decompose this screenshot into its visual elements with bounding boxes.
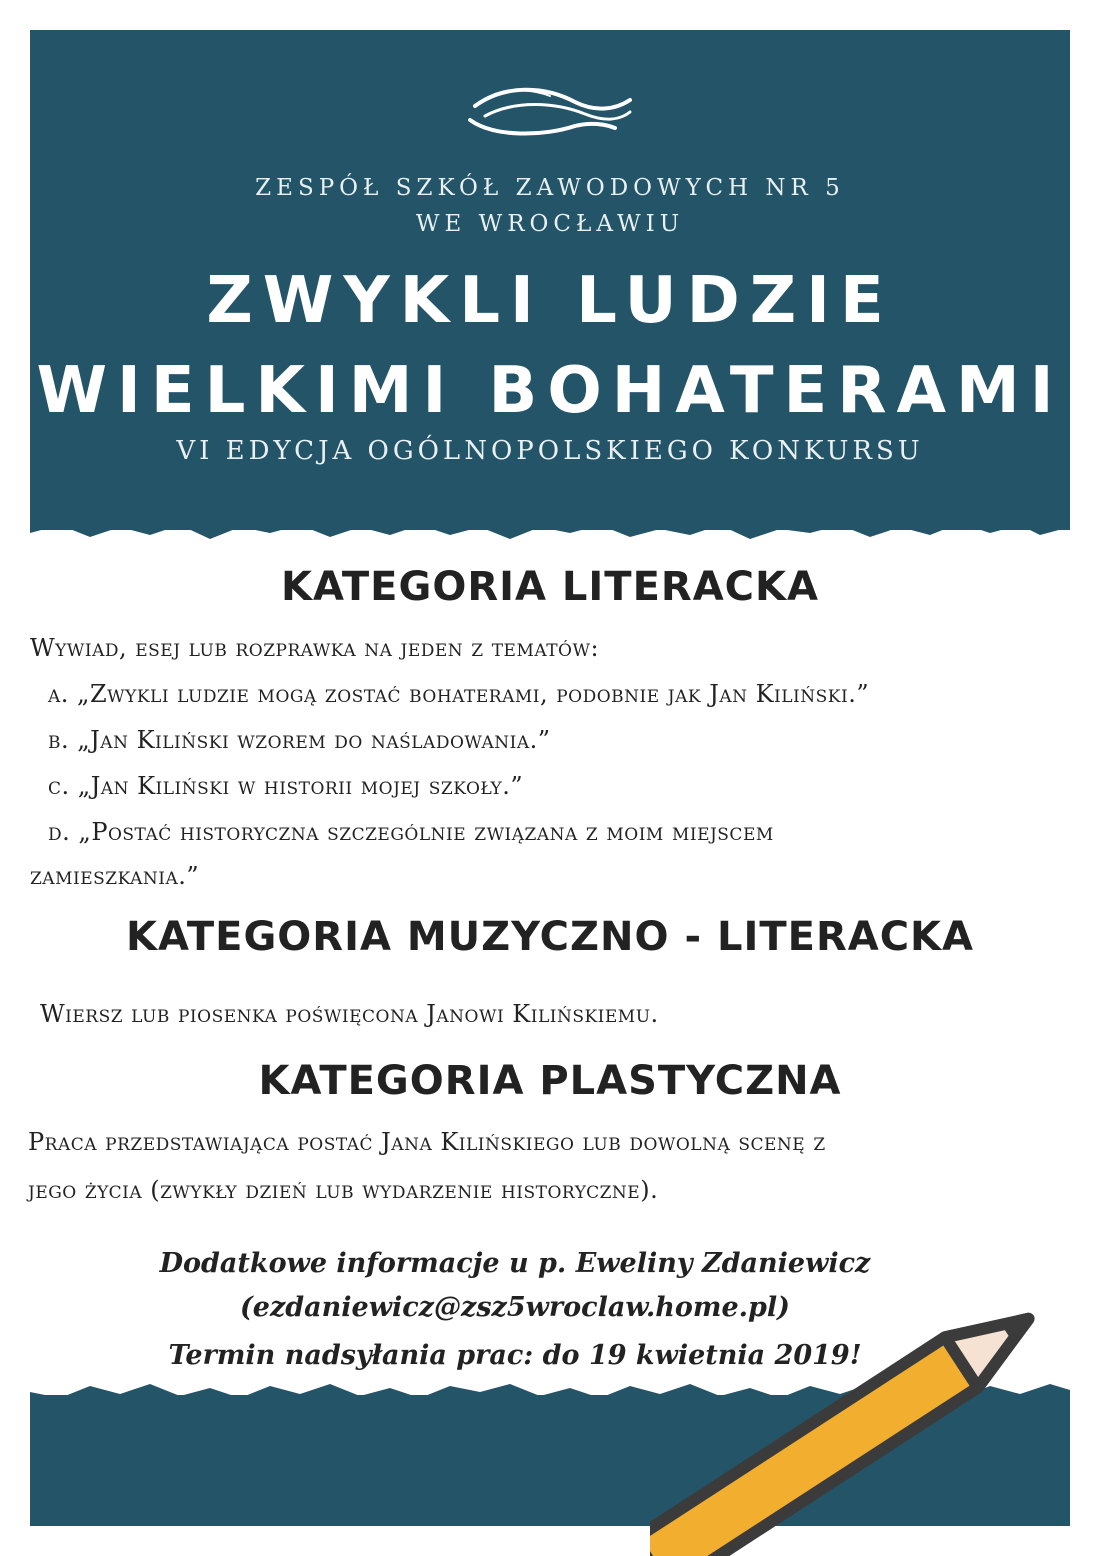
- literary-category-heading: KATEGORIA LITERACKA: [281, 564, 819, 610]
- school-line-1: ZESPÓŁ SZKÓŁ ZAWODOWYCH NR 5: [255, 175, 845, 201]
- submission-deadline: Termin nadsyłania prac: do 19 kwietnia 2019!: [168, 1340, 862, 1371]
- literary-topic-a: a. „Zwykli ludzie mogą zostać bohaterami, podobnie jak Jan Kiliński.”: [48, 680, 870, 708]
- literary-topic-c: c. „Jan Kiliński w historii mojej szkoły.”: [48, 772, 524, 800]
- literary-topic-d: d. „Postać historyczna szczególnie związana z moim miejscem: [48, 818, 774, 846]
- art-category-heading: KATEGORIA PLASTYCZNA: [258, 1058, 842, 1104]
- musical-description: Wiersz lub piosenka poświęcona Janowi Kilińskiemu.: [40, 1000, 659, 1028]
- literary-intro: Wywiad, esej lub rozprawka na jeden z tematów:: [30, 634, 600, 662]
- page-title: [0, 256, 1100, 436]
- art-description-line-1: Praca przedstawiająca postać Jana Kilińskiego lub dowolną scenę z: [28, 1128, 826, 1156]
- waves-logo-icon: [465, 80, 635, 140]
- school-line-2: WE WROCŁAWIU: [415, 211, 685, 237]
- contact-email: (ezdaniewicz@zsz5wroclaw.home.pl): [240, 1292, 790, 1323]
- contest-subtitle: VI EDYCJA OGÓLNOPOLSKIEGO KONKURSU: [176, 436, 924, 466]
- musical-category-heading: KATEGORIA MUZYCZNO - LITERACKA: [125, 914, 975, 960]
- art-description-line-2: jego życia (zwykły dzień lub wydarzenie historyczne).: [28, 1176, 659, 1204]
- literary-topic-b: b. „Jan Kiliński wzorem do naśladowania.”: [48, 726, 551, 754]
- title-line-1: ZWYKLI LUDZIE: [206, 264, 894, 338]
- title-line-2: WIELKIMI BOHATERAMI: [36, 354, 1064, 428]
- school-name: [0, 170, 1100, 242]
- header-torn-edge: [30, 505, 1070, 545]
- contact-info: Dodatkowe informacje u p. Eweliny Zdaniewicz: [159, 1248, 871, 1279]
- literary-topic-d-continued: zamieszkania.”: [30, 862, 200, 890]
- pencil-icon: [650, 1295, 1080, 1556]
